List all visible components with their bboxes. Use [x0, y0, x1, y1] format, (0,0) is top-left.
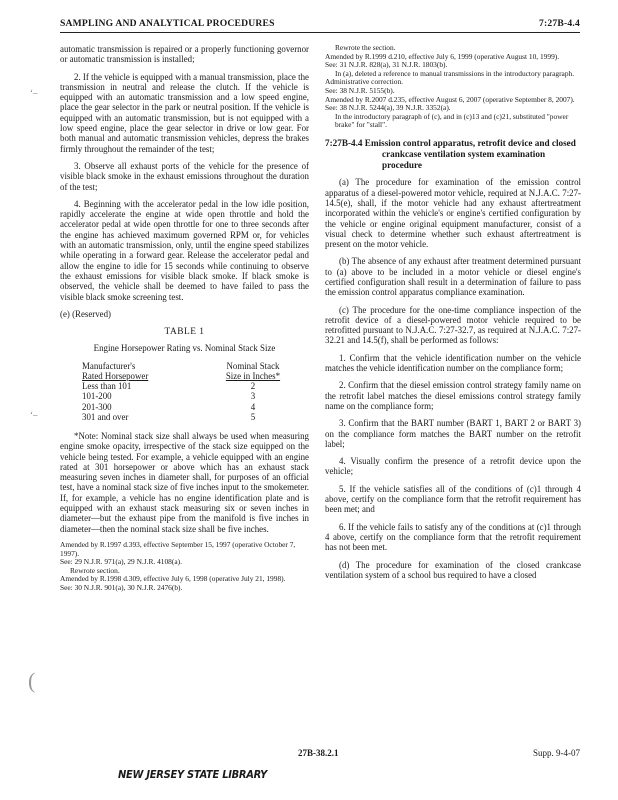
paragraph: automatic transmission is repaired or a properly functioning governor or automatic transmission is installed; — [60, 44, 309, 65]
table-cell: 301 and over — [82, 411, 129, 422]
running-header — [60, 17, 580, 33]
table-subtitle: Engine Horsepower Rating vs. Nominal Stack Size — [93, 343, 276, 354]
table-header-cell: Manufacturer's — [82, 360, 136, 371]
table-row — [60, 402, 309, 412]
history-line: In (a), deleted a reference to manual transmissions in the introductory paragraph. — [335, 68, 575, 78]
history-line: In the introductory paragraph of (c), and in (c)13 and (c)21, substituted "power brake" for "stall". — [335, 111, 569, 130]
history-line: Rewrote the section. — [335, 43, 396, 52]
list-item: 2. Confirm that the diesel emission control strategy family name on the retrofit label matches the diesel emissions control strategy family name on the compliance form; — [325, 380, 581, 411]
paragraph: 3. Observe all exhaust ports of the vehicle for the presence of visible black smoke in the exhaust emissions throughout the duration of the test; — [60, 160, 309, 192]
margin-mark: ‘– — [30, 410, 38, 420]
header-section-number: 7:27B-4.4 — [539, 18, 580, 29]
table-cell: 3 — [250, 391, 256, 402]
table-header-row — [60, 371, 309, 381]
margin-mark: ( — [28, 668, 36, 693]
table-cell: 4 — [250, 401, 256, 412]
list-item: 1. Confirm that the vehicle identification number on the vehicle matches the vehicle identification number on the compliance form; — [325, 352, 581, 374]
table-cell: Less than 101 — [82, 381, 132, 392]
history-line: See: 31 N.J.R. 828(a), 31 N.J.R. 1803(b). — [325, 60, 448, 70]
history-line: Amended by R.1998 d.309, effective July 6, 1998 (operative July 21, 1998). — [60, 574, 286, 584]
history-line: Amended by R.2007 d.235, effective August 6, 2007 (operative September 8, 2007). — [325, 94, 575, 104]
paragraph: (d) The procedure for examination of the closed crankcase ventilation system of a school bus required to have a closed — [325, 559, 581, 580]
table-header-cell: Rated Horsepower — [82, 370, 149, 381]
history-line: See: 38 N.J.R. 5244(a), 39 N.J.R. 3352(a). — [325, 103, 451, 113]
list-item: 4. Visually confirm the presence of a retrofit device upon the vehicle; — [325, 456, 581, 477]
list-item: 6. If the vehicle fails to satisfy any of the conditions at (c)1 through 4 above, certify on the compliance form that the retrofit requirement has not been met. — [325, 521, 581, 553]
table-cell: 201-300 — [82, 401, 112, 412]
table-title: TABLE 1 — [164, 327, 205, 338]
history-line: Administrative correction. — [325, 77, 403, 87]
supplement-date: Supp. 9-4-07 — [533, 748, 580, 758]
table-row — [60, 412, 309, 422]
table-cell: 2 — [250, 381, 256, 392]
history-notes — [60, 541, 309, 593]
history-line: See: 30 N.J.R. 901(a), 30 N.J.R. 2476(b). — [60, 582, 183, 592]
paragraph: 4. Beginning with the accelerator pedal in the low idle position, rapidly accelerate the engine at wide open throttle and hold the accelerator pedal at wide open throttle for one to three seconds after the engine has achieved maximum governed RPM or, for vehicles with an automatic transmission, only, until the engine speed stabilizes while operating in a forward gear. Release the accelerator pedal and allow the engine to idle for 15 seconds while continuing to observe the exhaust emissions for visible black smoke. If black smoke is observed, the vehicle shall be deemed to have failed to pass the visible black smoke screening test. — [60, 198, 309, 302]
paragraph: (a) The procedure for examination of the emission control apparatus of a diesel-powered motor vehicle, required at N.J.A.C. 7:27-14.5(e), shall, if the motor vehicle had any exhaust aftertreatment incorporated within the vehicle's or engine's certified configuration by the vehicle or engine original equipment manufacturer, consist of a visual check to determine whether such exhaust aftertreatment is present on the motor vehicle. — [325, 177, 581, 250]
table-header-cell: Size in Inches* — [225, 370, 281, 381]
list-item: 3. Confirm that the BART number (BART 1, BART 2 or BART 3) on the compliance form matches the BART number on the retrofit label; — [325, 418, 581, 449]
history-line: Rewrote section. — [70, 565, 120, 575]
table-header-row — [60, 361, 309, 371]
paragraph: 2. If the vehicle is equipped with a manual transmission, place the transmission in neutral and release the clutch. If the vehicle is equipped with an automatic transmission and a low speed engine, place the gear selector in the park or neutral position. If the vehicle is equipped with an automatic transmission, but is not equipped with a low speed engine, place the gear selector in drive or low gear. For both manual and automatic transmission vehicles, depress the brakes firmly throughout the remainder of the test; — [60, 71, 309, 154]
history-line: See: 38 N.J.R. 5155(b). — [325, 85, 395, 95]
history-line: Amended by R.1999 d.210, effective July 6, 1999 (operative August 10, 1999). — [325, 51, 560, 61]
paragraph: (c) The procedure for the one-time compliance inspection of the retrofit device of a diesel-powered motor vehicle required to be retrofitted pursuant to N.J.A.C. 7:27-32.7, as required at N.J.A.C. 7:27-32.21 and 14.5(f), shall be performed as follows: — [325, 304, 581, 346]
table-row — [60, 391, 309, 401]
paragraph: (b) The absence of any exhaust after treatment determined pursuant to (a) above to be included in a motor vehicle or diesel engine's certified configuration shall result in a determination of failure to pass the emission control apparatus compliance examination. — [325, 256, 581, 298]
table-header-cell: Nominal Stack — [226, 360, 280, 371]
page-number: 27B-38.2.1 — [298, 748, 339, 758]
table-cell: 5 — [250, 411, 256, 422]
right-column — [325, 44, 581, 587]
history-line: See: 29 N.J.R. 971(a), 29 N.J.R. 4108(a). — [60, 557, 182, 567]
header-title: SAMPLING AND ANALYTICAL PROCEDURES — [60, 18, 275, 29]
list-item: 5. If the vehicle satisfies all of the conditions of (c)1 through 4 above, certify on the compliance form that the retrofit requirement has been met; and — [325, 483, 581, 515]
margin-mark: ‘– — [30, 88, 38, 98]
library-stamp: NEW JERSEY STATE LIBRARY — [118, 768, 268, 781]
table-note: *Note: Nominal stack size shall always be used when measuring engine smoke opacity, irrespective of the stack size equipped on the vehicle being tested. For example, a vehicle equipped with an engine rated at 301 horsepower or above which has an exhaust stack measuring seven inches in diameter shall, for purposes of an official test, have a nominal stack size of five inches input to the smokemeter. If, for example, a vehicle has no engine identification plate and is equipped with an exhaust stack measuring six or seven inches in diameter—but the exhaust pipe from the manifold is five inches in diameter—then the nominal stack size shall be five inches. — [60, 430, 309, 534]
history-line: Amended by R.1997 d.393, effective September 15, 1997 (operative October 7, 1997). — [60, 539, 296, 558]
table-cell: 101-200 — [82, 391, 112, 402]
table-row — [60, 381, 309, 391]
stack-size-table — [60, 361, 309, 422]
left-column — [60, 44, 309, 592]
section-heading: 7:27B-4.4 Emission control apparatus, retrofit device and closed crankcase ventilation system examination procedure — [325, 137, 576, 170]
paragraph: (e) (Reserved) — [60, 308, 112, 319]
history-notes — [325, 44, 581, 130]
